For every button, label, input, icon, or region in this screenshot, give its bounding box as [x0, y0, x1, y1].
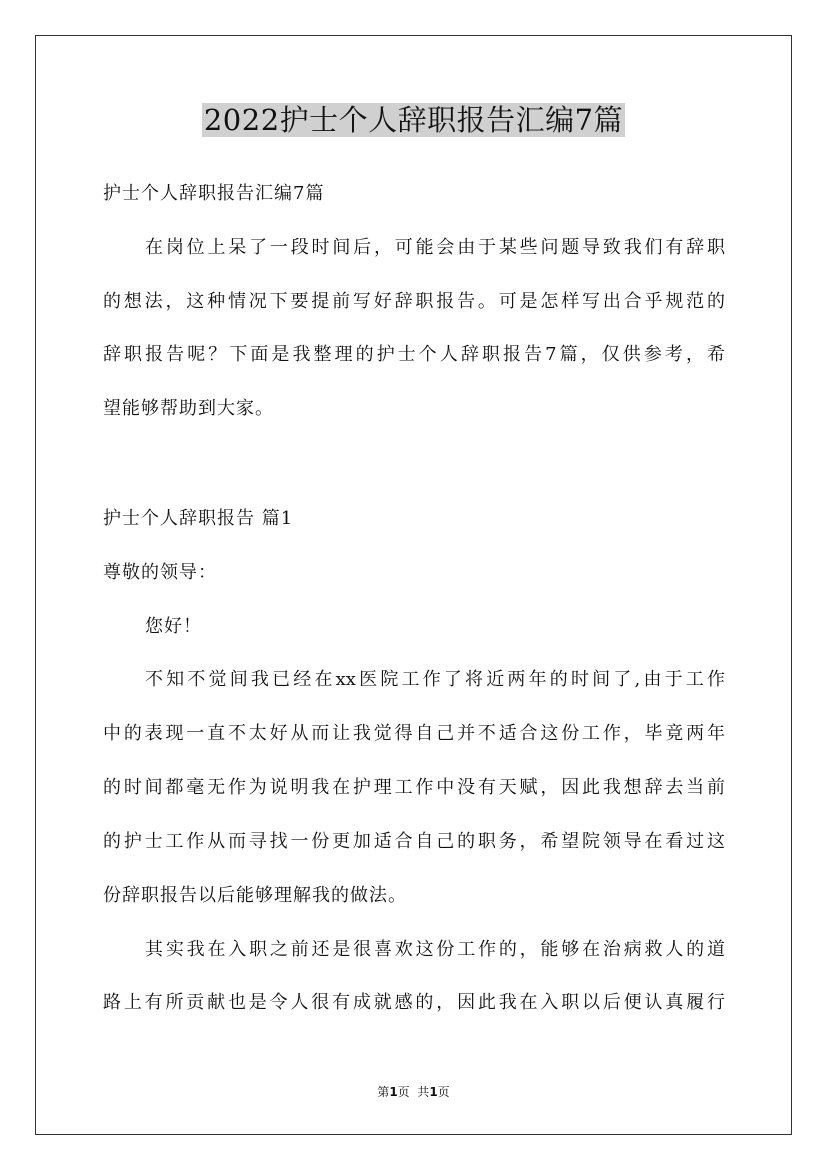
salutation: 尊敬的领导： — [103, 562, 217, 583]
intro-line-2: 的想法，这种情况下要提前写好辞职报告。可是怎样写出合乎规范的 — [103, 291, 725, 312]
intro-line-4: 望能够帮助到大家。 — [103, 398, 274, 419]
intro-line-1: 在岗位上呆了一段时间后，可能会由于某些问题导致我们有辞职 — [145, 237, 725, 258]
body-line-2: 中的表现一直不太好从而让我觉得自己并不适合这份工作，毕竟两年 — [103, 723, 725, 744]
page-footer — [0, 1083, 827, 1101]
document-title — [0, 98, 827, 142]
body-line-4: 的护士工作从而寻找一份更加适合自己的职务，希望院领导在看过这 — [103, 831, 725, 852]
document-title-text: 2022护士个人辞职报告汇编7篇 — [203, 103, 624, 137]
body-line-3: 的时间都毫无作为说明我在护理工作中没有天赋，因此我想辞去当前 — [103, 777, 725, 798]
document-subtitle: 护士个人辞职报告汇编7篇 — [103, 183, 325, 204]
footer-page-number: 1 — [389, 1085, 398, 1099]
body-line-6: 其实我在入职之前还是很喜欢这份工作的，能够在治病救人的道 — [145, 939, 725, 960]
footer-prefix: 第 — [377, 1085, 390, 1099]
greeting: 您好！ — [145, 616, 202, 637]
section-heading: 护士个人辞职报告 篇1 — [103, 508, 294, 529]
intro-line-3: 辞职报告呢？下面是我整理的护士个人辞职报告7篇，仅供参考，希 — [103, 344, 725, 365]
body-line-1: 不知不觉间我已经在xx医院工作了将近两年的时间了,由于工作 — [145, 669, 725, 690]
footer-page-total: 1 — [429, 1085, 438, 1099]
footer-suffix: 页 — [437, 1085, 450, 1099]
footer-middle: 页 共 — [397, 1085, 430, 1099]
body-line-5: 份辞职报告以后能够理解我的做法。 — [103, 885, 407, 906]
body-line-7: 路上有所贡献也是令人很有成就感的，因此我在入职以后便认真履行 — [103, 992, 725, 1013]
